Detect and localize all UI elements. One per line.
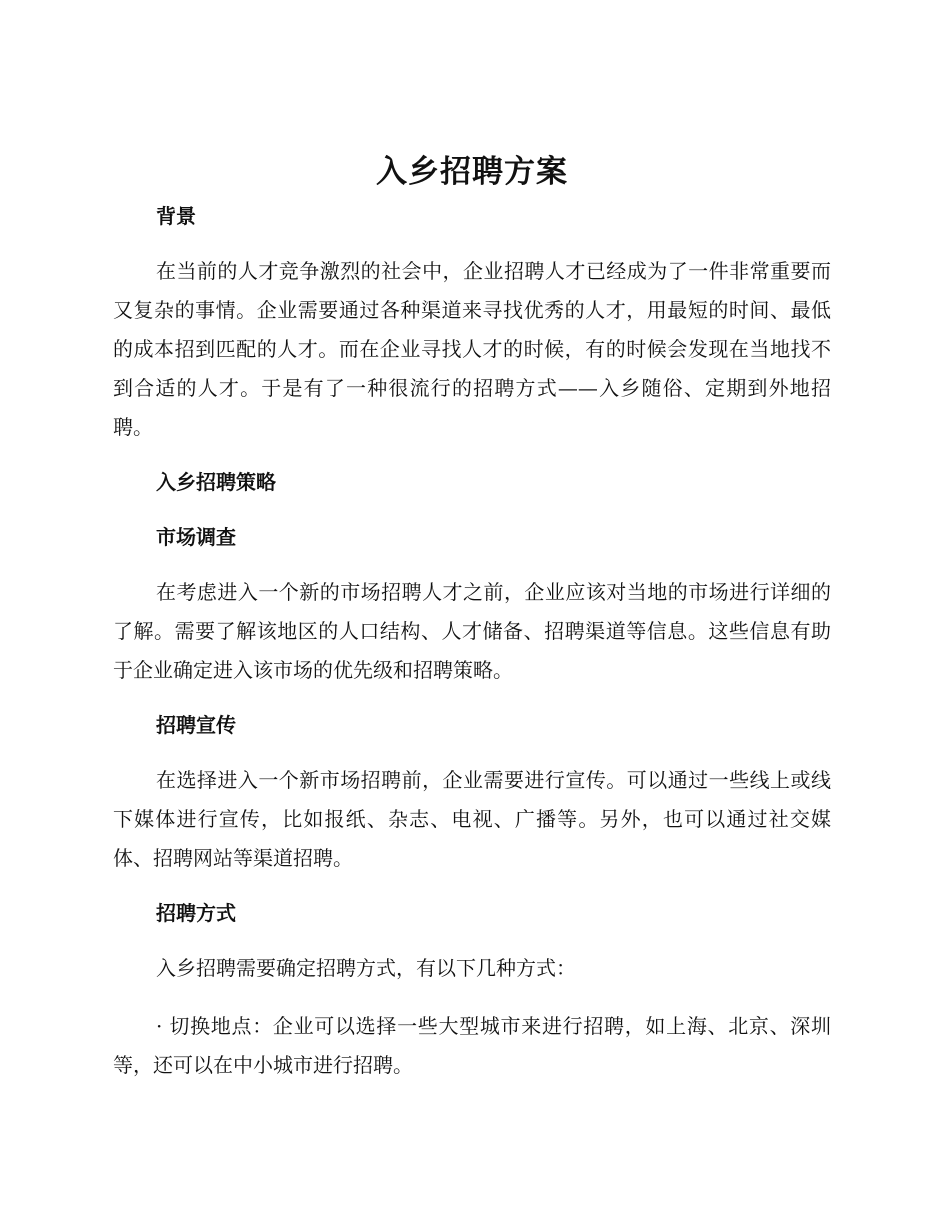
list-item-method-1: · 切换地点：企业可以选择一些大型城市来进行招聘，如上海、北京、深圳等，还可以在中小城市进行招聘。 <box>113 1014 831 1077</box>
section-heading-promotion: 招聘宣传 <box>156 713 236 737</box>
section-heading-background: 背景 <box>156 204 196 228</box>
document-body <box>113 148 831 1085</box>
paragraph-market: 在考虑进入一个新的市场招聘人才之前，企业应该对当地的市场进行详细的了解。需要了解该地区的人口结构、人才储备、招聘渠道等信息。这些信息有助于企业确定进入该市场的优先级和招聘策略。 <box>113 580 831 682</box>
paragraph-method-intro: 入乡招聘需要确定招聘方式，有以下几种方式： <box>156 956 576 980</box>
document-title: 入乡招聘方案 <box>376 154 568 190</box>
section-heading-market: 市场调查 <box>156 525 236 549</box>
section-heading-strategy: 入乡招聘策略 <box>156 470 276 494</box>
paragraph-promotion: 在选择进入一个新市场招聘前，企业需要进行宣传。可以通过一些线上或线下媒体进行宣传，比如报纸、杂志、电视、广播等。另外，也可以通过社交媒体、招聘网站等渠道招聘。 <box>113 768 831 870</box>
paragraph-background: 在当前的人才竞争激烈的社会中，企业招聘人才已经成为了一件非常重要而又复杂的事情。企业需要通过各种渠道来寻找优秀的人才，用最短的时间、最低的成本招到匹配的人才。而在企业寻找人才的时候，有的时候会发现在当地找不到合适的人才。于是有了一种很流行的招聘方式——入乡随俗、定期到外地招聘。 <box>113 259 831 439</box>
section-heading-method: 招聘方式 <box>156 901 236 925</box>
